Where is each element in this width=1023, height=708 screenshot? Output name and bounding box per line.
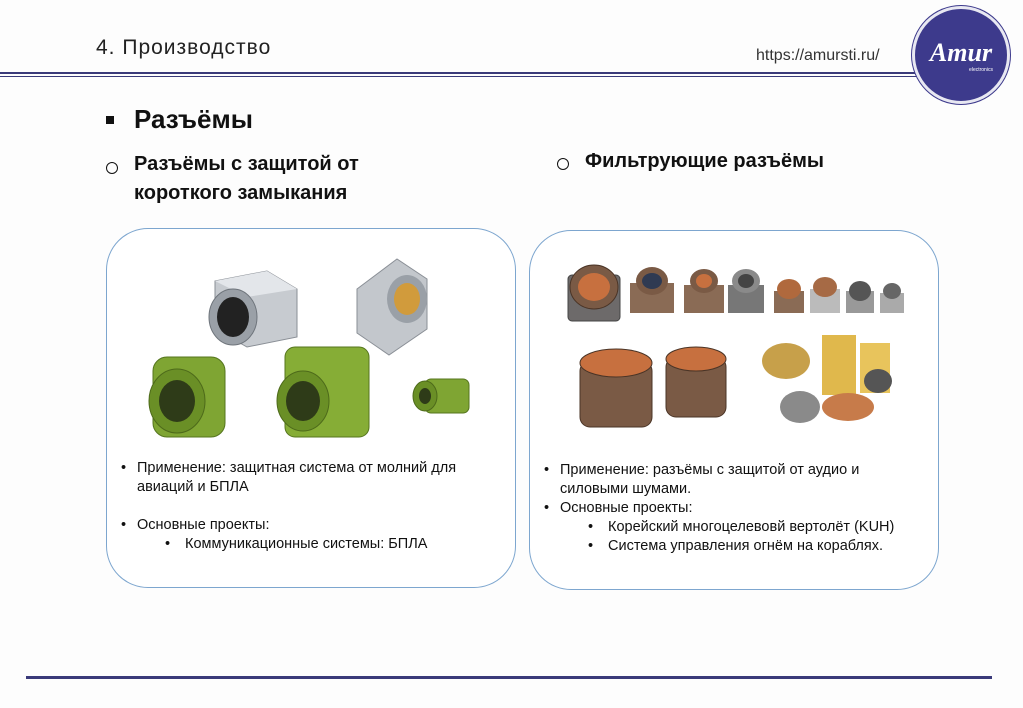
project-item: • Коммуникационные системы: БПЛА <box>117 535 497 554</box>
project-item: • Система управления огнём на кораблях. <box>540 537 925 556</box>
logo-graphic <box>915 9 1007 101</box>
filter-connector-4 <box>728 269 764 313</box>
filter-connector-3 <box>684 269 724 313</box>
filter-connector-6 <box>810 277 840 313</box>
right-card-text <box>540 461 925 556</box>
logo-subtext: electronics <box>969 67 993 73</box>
circle-bullet-icon <box>106 162 118 174</box>
filter-connector-5 <box>774 279 804 313</box>
application-item: • Применение: разъёмы с защитой от аудио и силовыми шумами. <box>540 461 925 499</box>
green-connector-2 <box>277 347 369 437</box>
circle-bullet-icon <box>557 158 569 170</box>
short-circuit-connectors-image <box>107 229 517 449</box>
project-item: • Корейский многоцелевовй вертолёт (KUH) <box>540 518 925 537</box>
filter-connector-large-2 <box>666 347 726 417</box>
filter-connectors-image <box>530 231 940 441</box>
left-card <box>106 228 516 588</box>
left-heading-line2: короткого замыкания <box>134 182 348 204</box>
left-heading <box>134 150 359 208</box>
footer-divider <box>26 676 992 679</box>
filter-connector-8 <box>880 283 904 313</box>
application-item: • Применение: защитная система от молний для авиаций и БПЛА <box>117 459 497 497</box>
filter-connector-7 <box>846 281 874 313</box>
left-heading-line1: Разъёмы с защитой от <box>134 153 359 175</box>
projects-label: • Основные проекты: <box>540 499 925 518</box>
green-connector-small <box>413 379 469 413</box>
filter-connector-pins <box>762 335 892 423</box>
left-card-text <box>117 459 497 554</box>
logo-text: Amur <box>929 38 993 67</box>
filter-connector-2 <box>630 267 674 313</box>
projects-label: • Основные проекты: <box>117 516 497 535</box>
right-heading: Фильтрующие разъёмы <box>585 150 825 172</box>
green-connector-1 <box>149 357 225 437</box>
filter-connector-large-1 <box>580 349 652 427</box>
square-bullet-icon <box>106 116 114 124</box>
slide-title: 4. Производство <box>96 36 272 59</box>
section-title: Разъёмы <box>134 104 253 134</box>
silver-connector-2 <box>357 259 427 355</box>
site-url[interactable]: https://amursti.ru/ <box>756 47 880 64</box>
right-card <box>529 230 939 590</box>
company-logo[interactable] <box>912 6 1010 104</box>
filter-connector-1 <box>568 265 620 321</box>
section-heading <box>106 104 253 135</box>
header-divider <box>0 72 918 77</box>
silver-connector-1 <box>209 271 297 347</box>
